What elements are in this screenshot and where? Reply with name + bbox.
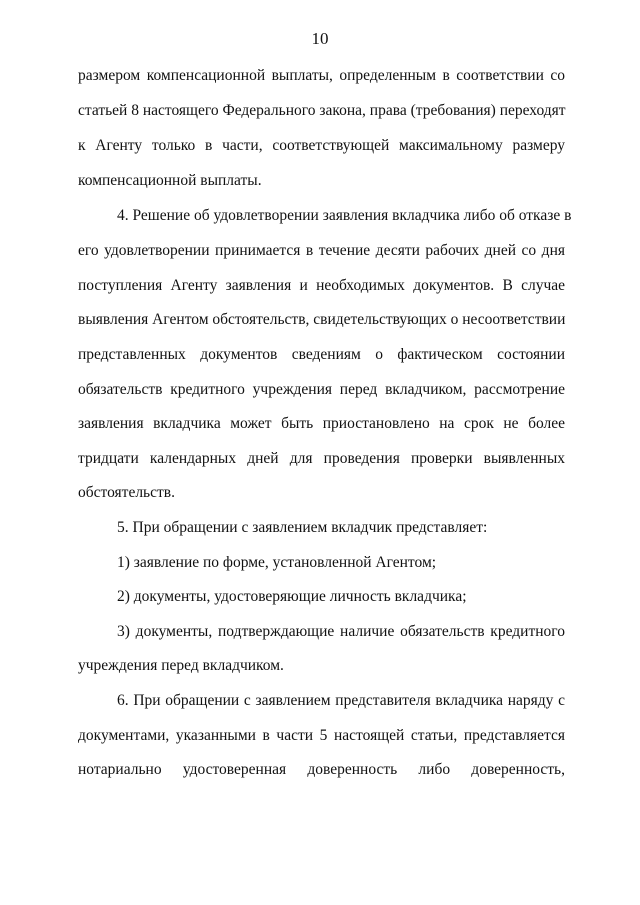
text-line: его удовлетворении принимается в течение десяти рабочих дней со дня xyxy=(78,242,565,259)
page-number: 10 xyxy=(311,29,329,48)
text-line: нотариально удостоверенная доверенность либо доверенность, xyxy=(78,761,565,778)
text-line: обстоятельств. xyxy=(78,484,175,501)
text-line: к Агенту только в части, соответствующей максимальному размеру xyxy=(78,137,565,154)
text-line: обязательств кредитного учреждения перед вкладчиком, рассмотрение xyxy=(78,381,565,398)
paragraph-start-line: 6. При обращении с заявлением представителя вкладчика наряду с xyxy=(117,692,565,709)
paragraph-start-line: 4. Решение об удовлетворении заявления вкладчика либо об отказе в xyxy=(117,207,572,224)
text-line: статьей 8 настоящего Федерального закона, права (требования) переходят xyxy=(78,102,566,119)
list-item-line: 1) заявление по форме, установленной Агентом; xyxy=(117,554,437,571)
text-line: компенсационной выплаты. xyxy=(78,172,262,189)
text-line: учреждения перед вкладчиком. xyxy=(78,657,284,674)
text-line: поступления Агенту заявления и необходимых документов. В случае xyxy=(78,277,565,294)
text-line: представленных документов сведениям о фактическом состоянии xyxy=(78,346,565,363)
text-line: выявления Агентом обстоятельств, свидетельствующих о несоответствии xyxy=(78,311,566,328)
text-line: тридцати календарных дней для проведения проверки выявленных xyxy=(78,450,565,467)
text-line: заявления вкладчика может быть приостановлено на срок не более xyxy=(78,415,565,432)
text-line: документами, указанными в части 5 настоящей статьи, представляется xyxy=(78,727,565,744)
text-line: размером компенсационной выплаты, определенным в соответствии со xyxy=(78,67,565,84)
paragraph-start-line: 5. При обращении с заявлением вкладчик представляет: xyxy=(117,519,488,536)
list-item-line: 3) документы, подтверждающие наличие обязательств кредитного xyxy=(117,623,565,640)
list-item-line: 2) документы, удостоверяющие личность вкладчика; xyxy=(117,588,467,605)
